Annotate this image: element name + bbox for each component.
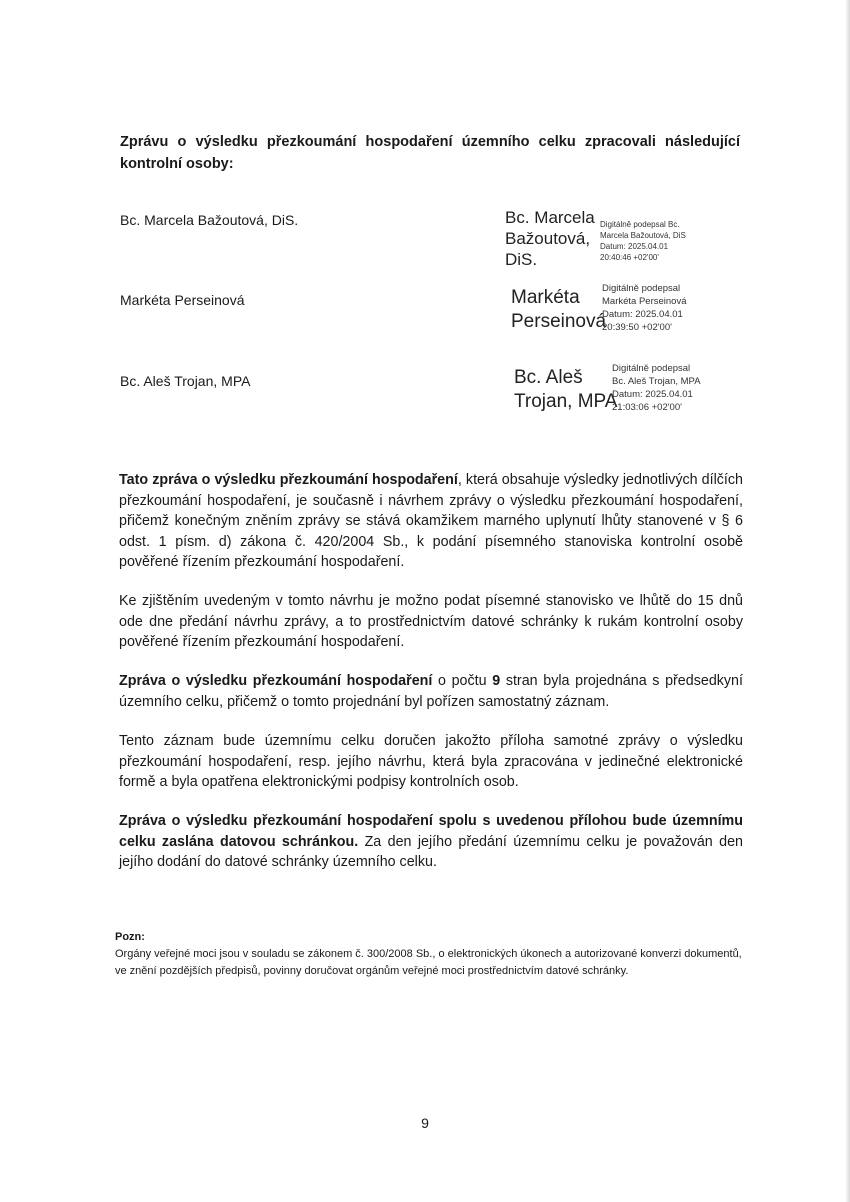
signature-meta-line: 20:40:46 +02'00' <box>600 253 659 262</box>
signature-name-trojan <box>514 366 617 414</box>
signature-name-line: Trojan, MPA <box>514 391 618 412</box>
signature-name-line: Bažoutová, <box>505 229 591 248</box>
signature-meta-line: Bc. Aleš Trojan, MPA <box>612 376 701 387</box>
person-name-bazoutova: Bc. Marcela Bažoutová, DiS. <box>120 212 299 228</box>
paragraph-bold-lead: Zpráva o výsledku přezkoumání hospodaření spolu s uvedenou přílohou bude územnímu celku zaslána datovou schránkou. <box>119 813 743 850</box>
footnote-title: Pozn: <box>115 931 145 943</box>
person-name-perseinova: Markéta Perseinová <box>120 292 245 308</box>
paragraph-text: o počtu <box>432 673 493 689</box>
intro-heading: Zprávu o výsledku přezkoumání hospodaření územního celku zpracovali následující kontrolní osoby: <box>120 134 740 172</box>
paragraph-objection-deadline <box>119 591 743 653</box>
paragraph-bold-lead: Tato zpráva o výsledku přezkoumání hospodaření <box>119 472 458 488</box>
footnote-text: Orgány veřejné moci jsou v souladu se zákonem č. 300/2008 Sb., o elektronických úkonech a autorizované konverzi dokumentů, ve znění pozdějších předpisů, povinny doručovat orgánům veřejné moci prostřednictvím datové schránky. <box>115 948 742 977</box>
paragraph-attachment <box>119 731 743 793</box>
page-count: 9 <box>492 673 501 689</box>
signature-meta-line: Datum: 2025.04.01 <box>602 309 683 320</box>
signature-meta-line: 20:39:50 +02'00' <box>602 322 672 333</box>
signature-name-line: Bc. Marcela <box>505 208 595 227</box>
person-name-trojan: Bc. Aleš Trojan, MPA <box>120 373 251 389</box>
signature-meta-line: Datum: 2025.04.01 <box>600 242 669 251</box>
paragraph-report-status <box>119 470 743 573</box>
signature-meta-line: Markéta Perseinová <box>602 296 687 307</box>
paragraph-text: , která obsahuje výsledky jednotlivých dílčích přezkoumání hospodaření, je současně i návrhem zprávy o výsledku přezkoumání hospodaření, přičemž konečným zněním zprávy se stává okamžikem marného uplynutí lhůty stanovené v § 6 odst. 1 písm. d) zákona č. 420/2004 Sb., k podání písemného stanoviska kontrolní osobě pověřené řízením přezkoumání hospodaření. <box>119 472 743 570</box>
signature-name-perseinova <box>511 286 606 334</box>
signature-name-line: Bc. Aleš <box>514 367 583 388</box>
signature-meta-line: Digitálně podepsal <box>602 283 681 294</box>
signature-name-line: DiS. <box>505 250 538 269</box>
paragraph-text: Tento záznam bude územnímu celku doručen jakožto příloha samotné zprávy o výsledku přezkoumání hospodaření, resp. jejího návrhu, která byla zpracována v jedinečné elektronické formě a byla opatřena elektronickými podpisy kontrolních osob. <box>119 733 743 790</box>
paragraph-discussion <box>119 671 743 712</box>
signature-meta-line: Marcela Bažoutová, DiS <box>600 231 686 240</box>
signature-name-line: Markéta <box>511 287 580 308</box>
signature-meta-trojan <box>612 362 701 414</box>
paragraph-text: Ke zjištěním uvedeným v tomto návrhu je možno podat písemné stanovisko ve lhůtě do 15 dnů ode dne předání návrhu zprávy, a to prostřednictvím datové schránky k rukám kontrolní osoby pověřené řízením přezkoumání hospodaření. <box>119 593 743 650</box>
signature-meta-bazoutova <box>600 219 686 263</box>
signature-meta-line: Digitálně podepsal <box>612 363 691 374</box>
paragraph-delivery <box>119 811 743 873</box>
scan-edge-shadow <box>845 0 850 1202</box>
signature-name-bazoutova <box>505 207 595 270</box>
signature-meta-line: 21:03:06 +02'00' <box>612 402 682 413</box>
paragraph-text: Za den jejího předání územnímu celku je považován den jejího dodání do datové schránky územního celku. <box>119 833 743 870</box>
signature-meta-line: Digitálně podepsal Bc. <box>600 220 680 229</box>
footnote <box>115 929 745 980</box>
paragraph-bold-lead: Zpráva o výsledku přezkoumání hospodaření <box>119 673 433 689</box>
paragraph-text: stran byla projednána s předsedkyní územního celku, přičemž o tomto projednání byl pořízen samostatný záznam. <box>119 673 743 710</box>
signature-meta-perseinova <box>602 282 686 334</box>
signature-name-line: Perseinová <box>511 311 607 332</box>
page-number: 9 <box>421 1115 429 1131</box>
signature-meta-line: Datum: 2025.04.01 <box>612 389 693 400</box>
